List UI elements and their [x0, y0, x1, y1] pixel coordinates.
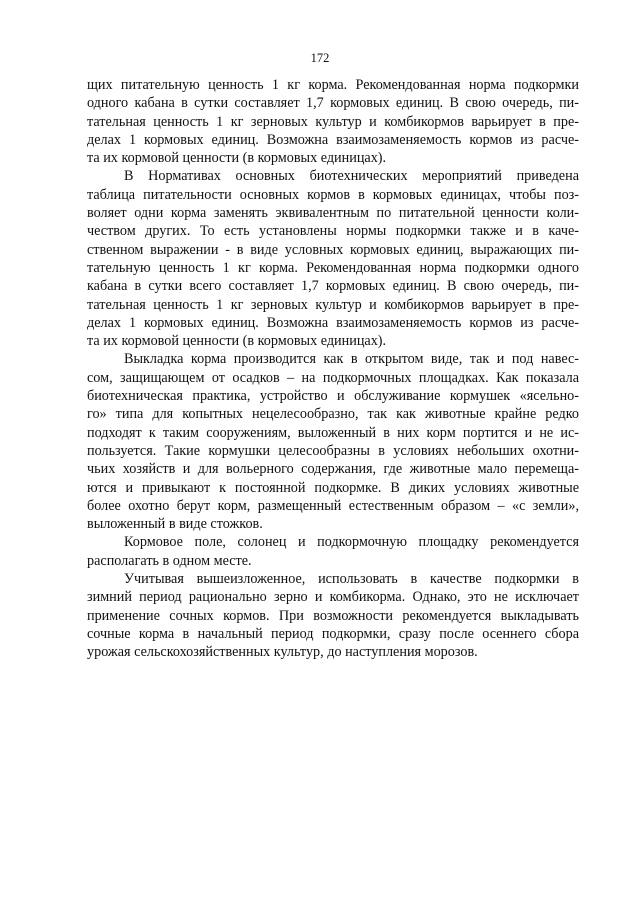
paragraph-1	[87, 76, 579, 167]
text-line: биотехническая практика, устройство и обслуживание кормушек «ясельно-	[87, 388, 579, 405]
text-line: таблица питательности основных кормов в кормовых единицах, чтобы поз-	[87, 186, 579, 203]
text-line: чеством других. То есть установлены нормы подкормки также и в каче-	[87, 223, 579, 240]
text-line: ются и привыкают к постоянной подкормке. В диких условиях животные	[87, 479, 579, 496]
page-number: 172	[310, 51, 330, 65]
text-line: воляет одни корма заменять эквивалентным по питательной ценности коли-	[87, 205, 579, 222]
text-line: урожая сельскохозяйственных культур, до наступления морозов.	[87, 644, 478, 661]
text-line: делах 1 кормовых единиц. Возможна взаимозаменяемость кормов из расче-	[87, 314, 579, 331]
paragraph-5	[87, 570, 579, 661]
text-line: делах 1 кормовых единиц. Возможна взаимозаменяемость кормов из расче-	[87, 131, 579, 148]
text-line: щих питательную ценность 1 кг корма. Рекомендованная норма подкормки	[87, 77, 579, 93]
text-line: тательная ценность 1 кг зерновых культур и комбикормов варьирует в пре-	[87, 113, 579, 130]
paragraph-3	[87, 350, 579, 533]
text-line: применение сочных кормов. При возможности рекомендуется выкладывать	[87, 607, 579, 624]
text-line: зимний период рационально зерно и комбикорма. Однако, это не исключает	[87, 589, 579, 606]
text-line: та их кормовой ценности (в кормовых единицах).	[87, 150, 387, 167]
text-line: выложенный в виде стожков.	[87, 516, 263, 533]
body-text	[87, 76, 579, 662]
text-line: одного кабана в сутки составляет 1,7 кормовых единиц. В свою очередь, пи-	[87, 95, 579, 112]
text-line: сом, защищающем от осадков – на подкормочных площадках. Как показала	[87, 369, 579, 386]
paragraph-2	[87, 167, 579, 350]
text-line: сочные корма в начальный период подкормки, сразу после осеннего сбора	[87, 625, 579, 642]
text-line: Кормовое поле, солонец и подкормочную площадку рекомендуется	[124, 534, 579, 551]
text-line: располагать в одном месте.	[87, 552, 252, 569]
text-line: чьих хозяйств и для вольерного содержания, где животные мало перемеща-	[87, 461, 579, 478]
text-line: пользуется. Такие кормушки целесообразны в условиях небольших охотни-	[87, 442, 579, 459]
text-line: кабана в сутки всего составляет 1,7 кормовых единиц. В свою очередь, пи-	[87, 278, 579, 295]
paragraph-4	[87, 533, 579, 570]
text-line: подходят к таким сооружениям, выложенный в них корм портится и не ис-	[87, 424, 579, 441]
text-line: В Нормативах основных биотехнических мероприятий приведена	[124, 168, 579, 185]
text-line: Учитывая вышеизложенное, использовать в качестве подкормки в	[124, 571, 579, 588]
text-line: Выкладка корма производится как в открытом виде, так и под навес-	[124, 351, 579, 368]
text-line: более охотно берут корм, размещенный естественным образом – «с земли»,	[87, 497, 579, 514]
text-line: тательная ценность 1 кг зерновых культур и комбикормов варьирует в пре-	[87, 296, 579, 313]
text-line: го» типа для копытных нецелесообразно, так как животные крайне редко	[87, 406, 579, 423]
text-line: та их кормовой ценности (в кормовых единицах).	[87, 333, 387, 350]
text-line: тательную ценность 1 кг корма. Рекомендованная норма подкормки одного	[87, 259, 579, 276]
text-line: ственном выражении - в виде условных кормовых единиц, выражающих пи-	[87, 241, 579, 258]
